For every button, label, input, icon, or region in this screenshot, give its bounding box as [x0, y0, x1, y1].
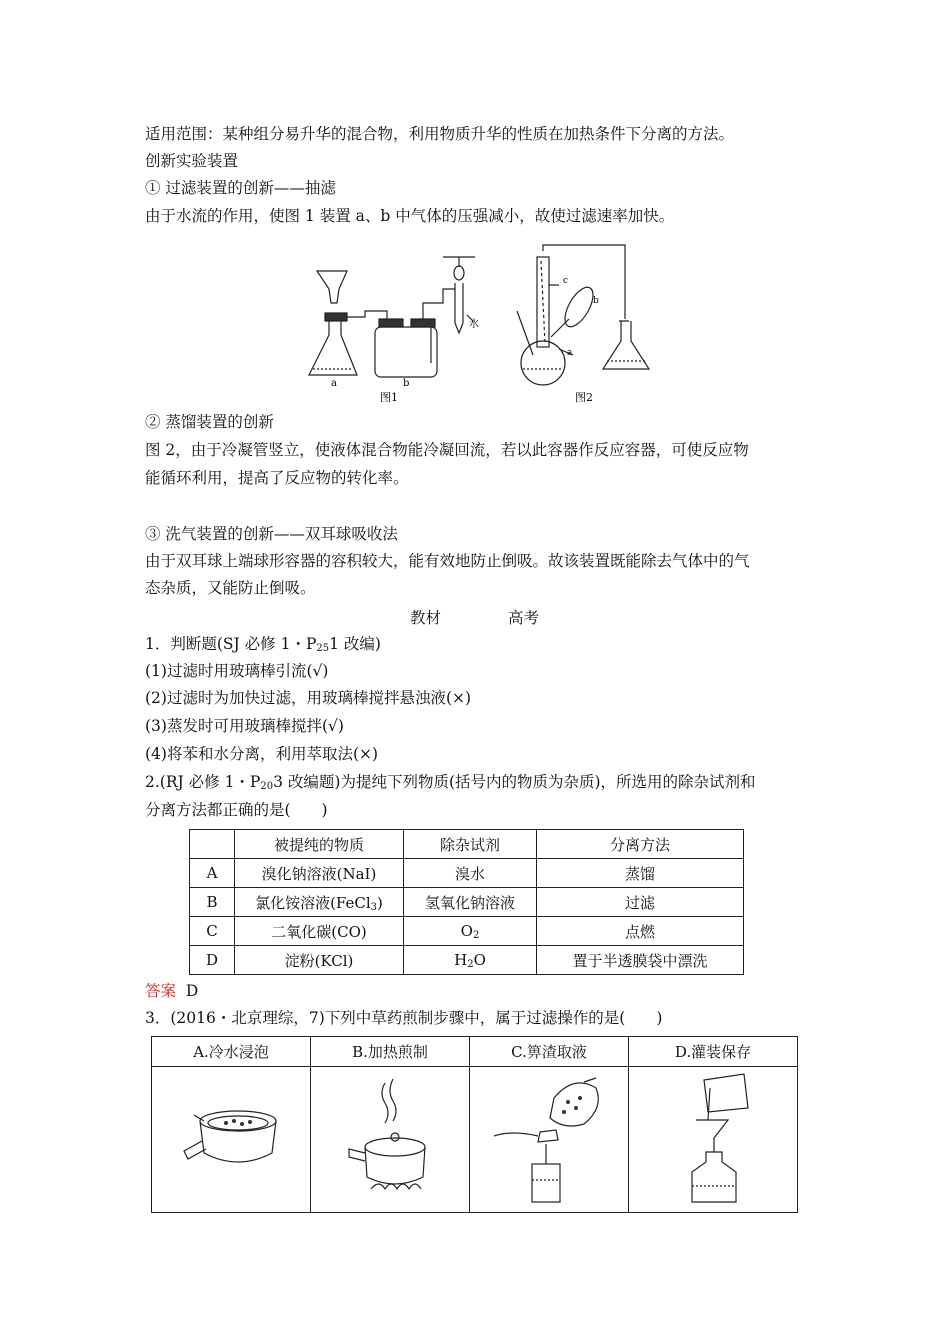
table-header: C.箅渣取液	[470, 1037, 629, 1067]
table-header-row	[152, 1037, 798, 1067]
reagent-sub: 2	[472, 929, 480, 941]
substance-tail: )	[377, 893, 383, 912]
table-header: B.加热煎制	[311, 1037, 470, 1067]
table-row	[190, 946, 744, 975]
figure-1-suction-filtration	[295, 243, 505, 405]
reagent-text: H	[454, 950, 468, 969]
text-line: 能循环利用，提高了反应物的转化率。	[145, 469, 409, 487]
image-cell	[629, 1067, 798, 1213]
table-header: D.灌装保存	[629, 1037, 798, 1067]
soaking-pot-illustration	[176, 1093, 286, 1183]
table-header: 除杂试剂	[404, 830, 537, 859]
straining-illustration	[484, 1068, 614, 1208]
reagent-sub: 2	[467, 958, 474, 970]
center-label-textbook: 教材	[410, 609, 442, 627]
table-header	[190, 830, 235, 859]
text-line: 适用范围：某种组分易升华的混合物，利用物质升华的性质在加热条件下分离的方法。	[145, 125, 735, 143]
image-cell	[152, 1067, 311, 1213]
question-1-item: (1)过滤时用玻璃棒引流(√)	[145, 662, 329, 680]
text-line: 由于水流的作用，使图 1 装置 a、b 中气体的压强减小，故使过滤速率加快。	[145, 207, 675, 225]
svg-text:a: a	[331, 378, 337, 389]
bottling-illustration	[648, 1068, 778, 1208]
option-cell: A	[190, 859, 235, 888]
text-line: 由于双耳球上端球形容器的容积较大，能有效地防止倒吸。故该装置既能除去气体中的气	[145, 552, 750, 570]
substance-cell: 淀粉(KCl)	[235, 946, 404, 975]
table-row	[190, 859, 744, 888]
q1-sub: 25	[316, 643, 330, 654]
svg-text:c: c	[563, 276, 569, 286]
method-cell: 置于半透膜袋中漂洗	[537, 946, 744, 975]
question-2	[145, 772, 756, 797]
reagent-cell: 氢氧化钠溶液	[404, 888, 537, 917]
text-line: 态杂质，又能防止倒吸。	[145, 579, 316, 597]
reagent-cell	[404, 917, 537, 946]
question-1-item: (2)过滤时为加快过滤，用玻璃棒搅拌悬浊液(×)	[145, 689, 472, 707]
answer-label: 答案	[145, 982, 177, 1000]
reagent-cell	[404, 946, 537, 975]
option-cell: C	[190, 917, 235, 946]
q2-prefix: 2.(RJ 必修 1・P	[145, 773, 261, 791]
method-cell: 过滤	[537, 888, 744, 917]
substance-text: 氯化铵溶液(FeCl	[255, 893, 371, 912]
subsection-heading: ② 蒸馏装置的创新	[145, 413, 274, 431]
center-label-exam: 高考	[508, 609, 540, 627]
table-row	[190, 888, 744, 917]
table-header: 被提纯的物质	[235, 830, 404, 859]
substance-cell	[235, 888, 404, 917]
question-3: 3．(2016・北京理综，7)下列中草药煎制步骤中，属于过滤操作的是( )	[145, 1009, 663, 1027]
reagent-cell: 溴水	[404, 859, 537, 888]
svg-text:水: 水	[469, 319, 479, 330]
section-heading: 创新实验装置	[145, 152, 239, 170]
svg-text:图2: 图2	[575, 391, 593, 404]
question-1	[145, 634, 381, 659]
q2-sub: 20	[260, 781, 274, 792]
boiling-pot-illustration	[335, 1073, 445, 1203]
herbal-steps-table	[151, 1036, 798, 1213]
q2-suffix: 3 改编题)为提纯下列物质(括号内的物质为杂质)，所选用的除杂试剂和	[273, 773, 756, 791]
option-cell: B	[190, 888, 235, 917]
subsection-heading: ③ 洗气装置的创新——双耳球吸收法	[145, 525, 398, 543]
question-2-line2: 分离方法都正确的是( )	[145, 801, 328, 819]
table-header-row	[190, 830, 744, 859]
text-line: 图 2，由于冷凝管竖立，使液体混合物能冷凝回流，若以此容器作反应容器，可使反应物	[145, 441, 749, 459]
table-row	[190, 917, 744, 946]
q1-suffix: 1 改编)	[329, 635, 381, 653]
svg-text:图1: 图1	[380, 391, 398, 404]
question-1-item: (4)将苯和水分离，利用萃取法(×)	[145, 745, 379, 763]
method-cell: 蒸馏	[537, 859, 744, 888]
table-header: A.冷水浸泡	[152, 1037, 311, 1067]
purification-table	[189, 829, 744, 975]
svg-text:b: b	[403, 378, 410, 389]
svg-text:b: b	[593, 296, 599, 306]
substance-cell: 溴化钠溶液(NaI)	[235, 859, 404, 888]
substance-sub: 3	[370, 901, 378, 913]
reagent-text: O	[460, 921, 473, 940]
svg-text:a: a	[567, 348, 573, 358]
image-cell	[470, 1067, 629, 1213]
answer-value: D	[185, 982, 199, 1000]
table-row	[152, 1067, 798, 1213]
question-1-item: (3)蒸发时可用玻璃棒搅拌(√)	[145, 717, 344, 735]
method-cell: 点燃	[537, 917, 744, 946]
reagent-tail: O	[473, 950, 486, 969]
answer-line	[145, 981, 198, 1001]
substance-cell: 二氧化碳(CO)	[235, 917, 404, 946]
q1-prefix: 1．判断题(SJ 必修 1・P	[145, 635, 317, 653]
option-cell: D	[190, 946, 235, 975]
image-cell	[311, 1067, 470, 1213]
table-header: 分离方法	[537, 830, 744, 859]
subsection-heading: ① 过滤装置的创新——抽滤	[145, 179, 336, 197]
figure-2-reflux-apparatus	[503, 237, 653, 405]
